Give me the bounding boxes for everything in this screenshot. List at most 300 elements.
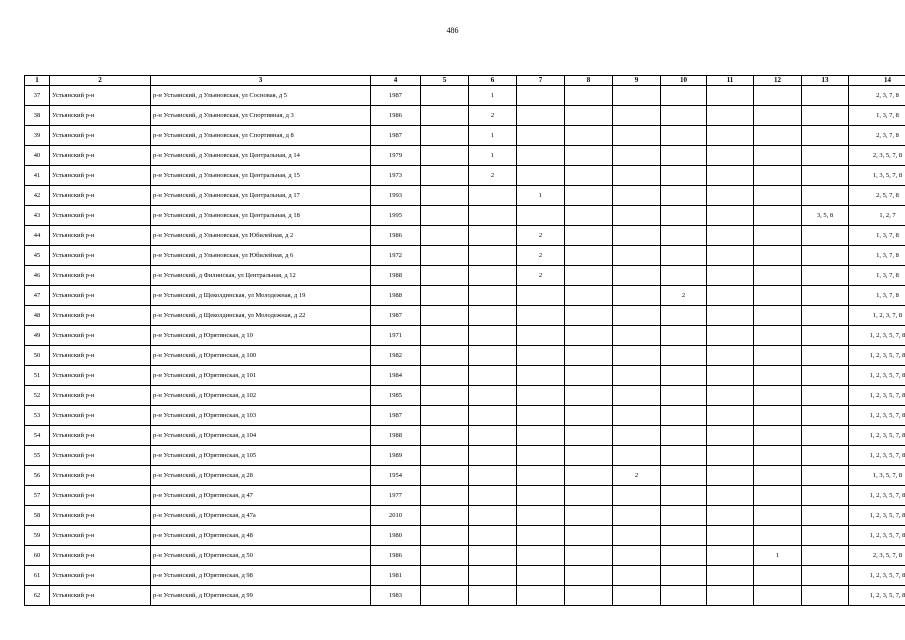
table-cell-col-4: 1954: [371, 466, 421, 486]
table-cell-col-13: [802, 586, 849, 606]
table-cell-col-5: [421, 306, 469, 326]
table-cell-col-11: [707, 166, 754, 186]
table-cell-col-4: 1982: [371, 346, 421, 366]
table-row: [25, 386, 905, 406]
table-cell-col-8: [565, 546, 613, 566]
table-row: [25, 366, 905, 386]
table-cell-col-13: [802, 326, 849, 346]
column-header-14: 14: [849, 76, 905, 86]
table-cell-col-7: 2: [517, 266, 565, 286]
table-cell-col-5: [421, 546, 469, 566]
table-cell-col-4: 1973: [371, 166, 421, 186]
table-cell-col-10: [661, 326, 707, 346]
table-cell-col-1: 59: [25, 526, 50, 546]
table-cell-col-14: 1, 2, 3, 5, 7, 8: [849, 326, 905, 346]
table-row: [25, 406, 905, 426]
table-cell-col-13: [802, 466, 849, 486]
table-cell-col-9: [613, 206, 661, 226]
table-cell-col-14: 1, 2, 3, 5, 7, 8: [849, 366, 905, 386]
table-cell-col-1: 39: [25, 126, 50, 146]
table-cell-col-11: [707, 286, 754, 306]
table-cell-col-14: 2, 3, 7, 8: [849, 126, 905, 146]
table-cell-col-8: [565, 246, 613, 266]
table-row: [25, 286, 905, 306]
table-cell-col-5: [421, 466, 469, 486]
table-row: [25, 486, 905, 506]
table-cell-col-5: [421, 266, 469, 286]
header-row: [25, 76, 905, 86]
table-cell-col-2: Устьянский р-н: [50, 546, 151, 566]
table-cell-col-11: [707, 246, 754, 266]
table-cell-col-11: [707, 446, 754, 466]
table-cell-col-2: Устьянский р-н: [50, 406, 151, 426]
table-cell-col-9: [613, 266, 661, 286]
table-cell-col-14: 1, 2, 3, 5, 7, 8: [849, 586, 905, 606]
table-cell-col-13: [802, 526, 849, 546]
table-cell-col-3: р-н Устьянский, д Щеколдинская, ул Молодежная, д 19: [151, 286, 371, 306]
table-cell-col-2: Устьянский р-н: [50, 166, 151, 186]
table-cell-col-6: [469, 486, 517, 506]
table-cell-col-9: [613, 286, 661, 306]
table-cell-col-5: [421, 166, 469, 186]
table-cell-col-12: [754, 266, 802, 286]
table-cell-col-14: 1, 2, 3, 5, 7, 8: [849, 406, 905, 426]
table-cell-col-13: [802, 86, 849, 106]
table-cell-col-2: Устьянский р-н: [50, 106, 151, 126]
table-cell-col-10: [661, 366, 707, 386]
table-cell-col-5: [421, 386, 469, 406]
table-cell-col-6: 2: [469, 166, 517, 186]
table-cell-col-5: [421, 126, 469, 146]
table-cell-col-10: [661, 146, 707, 166]
table-cell-col-13: [802, 226, 849, 246]
table-cell-col-9: [613, 86, 661, 106]
table-cell-col-10: [661, 426, 707, 446]
table-cell-col-10: [661, 186, 707, 206]
table-cell-col-10: [661, 546, 707, 566]
table-cell-col-11: [707, 346, 754, 366]
table-cell-col-1: 60: [25, 546, 50, 566]
table-cell-col-12: [754, 126, 802, 146]
table-cell-col-9: [613, 126, 661, 146]
table-cell-col-8: [565, 446, 613, 466]
table-cell-col-3: р-н Устьянский, д Ульяновская, ул Сосновая, д 5: [151, 86, 371, 106]
table-row: [25, 546, 905, 566]
table-cell-col-3: р-н Устьянский, д Ульяновская, ул Центральная, д 17: [151, 186, 371, 206]
table-cell-col-13: [802, 106, 849, 126]
table-cell-col-12: [754, 186, 802, 206]
table-cell-col-4: 1988: [371, 426, 421, 446]
table-cell-col-9: [613, 346, 661, 366]
table-cell-col-3: р-н Устьянский, д Юрятинская, д 99: [151, 586, 371, 606]
table-row: [25, 106, 905, 126]
table-cell-col-14: 2, 5, 7, 8: [849, 186, 905, 206]
table-cell-col-4: 1987: [371, 406, 421, 426]
table-cell-col-1: 53: [25, 406, 50, 426]
table-cell-col-7: [517, 366, 565, 386]
table-cell-col-6: 1: [469, 126, 517, 146]
table-cell-col-2: Устьянский р-н: [50, 186, 151, 206]
table-cell-col-1: 58: [25, 506, 50, 526]
table-row: [25, 586, 905, 606]
table-cell-col-12: [754, 306, 802, 326]
table-cell-col-10: [661, 586, 707, 606]
table-cell-col-6: [469, 406, 517, 426]
table-cell-col-9: [613, 226, 661, 246]
table-cell-col-6: [469, 306, 517, 326]
table-cell-col-8: [565, 106, 613, 126]
table-cell-col-13: 3, 5, 8: [802, 206, 849, 226]
table-cell-col-10: 2: [661, 286, 707, 306]
table-cell-col-2: Устьянский р-н: [50, 86, 151, 106]
table-cell-col-3: р-н Устьянский, д Юрятинская, д 105: [151, 446, 371, 466]
table-cell-col-13: [802, 166, 849, 186]
table-cell-col-1: 40: [25, 146, 50, 166]
table-cell-col-2: Устьянский р-н: [50, 426, 151, 446]
table-cell-col-11: [707, 466, 754, 486]
table-cell-col-12: [754, 446, 802, 466]
table-cell-col-12: [754, 586, 802, 606]
table-row: [25, 306, 905, 326]
table-cell-col-12: [754, 166, 802, 186]
table-cell-col-13: [802, 126, 849, 146]
table-cell-col-8: [565, 526, 613, 546]
table-cell-col-8: [565, 146, 613, 166]
table-cell-col-6: [469, 386, 517, 406]
table-row: [25, 126, 905, 146]
table-cell-col-6: 1: [469, 86, 517, 106]
table-cell-col-3: р-н Устьянский, д Ульяновская, ул Центральная, д 14: [151, 146, 371, 166]
table-cell-col-2: Устьянский р-н: [50, 286, 151, 306]
table-cell-col-12: [754, 386, 802, 406]
table-cell-col-10: [661, 386, 707, 406]
table-cell-col-7: [517, 306, 565, 326]
table-cell-col-2: Устьянский р-н: [50, 566, 151, 586]
table-cell-col-1: 44: [25, 226, 50, 246]
table-cell-col-1: 46: [25, 266, 50, 286]
table-cell-col-9: [613, 586, 661, 606]
table-cell-col-5: [421, 326, 469, 346]
table-cell-col-7: [517, 526, 565, 546]
table-cell-col-2: Устьянский р-н: [50, 506, 151, 526]
table-cell-col-7: [517, 506, 565, 526]
table-cell-col-5: [421, 186, 469, 206]
table-cell-col-9: [613, 106, 661, 126]
table-cell-col-2: Устьянский р-н: [50, 526, 151, 546]
table-cell-col-4: 1986: [371, 546, 421, 566]
table-cell-col-8: [565, 286, 613, 306]
table-cell-col-1: 38: [25, 106, 50, 126]
table-cell-col-7: [517, 206, 565, 226]
table-cell-col-5: [421, 286, 469, 306]
table-row: [25, 146, 905, 166]
table-cell-col-8: [565, 306, 613, 326]
table-cell-col-7: [517, 486, 565, 506]
table-cell-col-12: [754, 286, 802, 306]
table-cell-col-5: [421, 106, 469, 126]
table-cell-col-13: [802, 426, 849, 446]
table-cell-col-5: [421, 346, 469, 366]
table-cell-col-14: 2, 3, 5, 7, 8: [849, 546, 905, 566]
table-cell-col-11: [707, 306, 754, 326]
table-cell-col-2: Устьянский р-н: [50, 386, 151, 406]
table-cell-col-3: р-н Устьянский, д Юрятинская, д 28: [151, 466, 371, 486]
table-cell-col-12: [754, 426, 802, 446]
table-cell-col-11: [707, 406, 754, 426]
table-cell-col-9: [613, 166, 661, 186]
table-cell-col-14: 1, 2, 3, 5, 7, 8: [849, 566, 905, 586]
table-cell-col-4: 1971: [371, 326, 421, 346]
table-cell-col-12: [754, 366, 802, 386]
table-cell-col-1: 52: [25, 386, 50, 406]
table-cell-col-14: 1, 3, 7, 8: [849, 246, 905, 266]
table-cell-col-7: 2: [517, 226, 565, 246]
table-cell-col-14: 1, 2, 3, 5, 7, 8: [849, 506, 905, 526]
table-cell-col-14: 1, 2, 3, 5, 7, 8: [849, 486, 905, 506]
table-cell-col-14: 2, 3, 7, 8: [849, 86, 905, 106]
table-cell-col-6: [469, 326, 517, 346]
table-cell-col-3: р-н Устьянский, д Юрятинская, д 10: [151, 326, 371, 346]
table-cell-col-5: [421, 566, 469, 586]
table-cell-col-10: [661, 506, 707, 526]
table-cell-col-12: 1: [754, 546, 802, 566]
table-cell-col-10: [661, 166, 707, 186]
table-cell-col-4: 1989: [371, 446, 421, 466]
table-row: [25, 466, 905, 486]
table-cell-col-1: 49: [25, 326, 50, 346]
table-cell-col-1: 47: [25, 286, 50, 306]
table-cell-col-12: [754, 146, 802, 166]
table-cell-col-6: [469, 366, 517, 386]
table-cell-col-11: [707, 426, 754, 446]
column-header-12: 12: [754, 76, 802, 86]
table-cell-col-6: [469, 206, 517, 226]
table-cell-col-7: [517, 586, 565, 606]
table-cell-col-9: [613, 486, 661, 506]
table-cell-col-1: 54: [25, 426, 50, 446]
table-cell-col-9: [613, 546, 661, 566]
table-cell-col-7: [517, 326, 565, 346]
table-cell-col-1: 57: [25, 486, 50, 506]
table-cell-col-5: [421, 526, 469, 546]
table-cell-col-8: [565, 366, 613, 386]
table-cell-col-9: [613, 426, 661, 446]
table-cell-col-13: [802, 546, 849, 566]
table-cell-col-3: р-н Устьянский, д Юрятинская, д 47: [151, 486, 371, 506]
table-cell-col-6: [469, 506, 517, 526]
table-cell-col-11: [707, 326, 754, 346]
table-cell-col-13: [802, 306, 849, 326]
table-cell-col-4: 1987: [371, 306, 421, 326]
table-cell-col-4: 1981: [371, 566, 421, 586]
table-row: [25, 506, 905, 526]
table-cell-col-8: [565, 566, 613, 586]
table-cell-col-6: [469, 266, 517, 286]
table-cell-col-7: [517, 546, 565, 566]
table-cell-col-2: Устьянский р-н: [50, 246, 151, 266]
table-row: [25, 566, 905, 586]
table-cell-col-4: 1995: [371, 206, 421, 226]
table-cell-col-11: [707, 546, 754, 566]
table-cell-col-3: р-н Устьянский, д Филинская, ул Центральная, д 12: [151, 266, 371, 286]
table-cell-col-13: [802, 446, 849, 466]
table-cell-col-5: [421, 426, 469, 446]
table-cell-col-8: [565, 406, 613, 426]
table-cell-col-9: [613, 146, 661, 166]
table-cell-col-12: [754, 406, 802, 426]
table-cell-col-2: Устьянский р-н: [50, 206, 151, 226]
page-number: 486: [446, 26, 459, 35]
column-header-13: 13: [802, 76, 849, 86]
table-cell-col-3: р-н Устьянский, д Юрятинская, д 102: [151, 386, 371, 406]
table-cell-col-3: р-н Устьянский, д Юрятинская, д 103: [151, 406, 371, 426]
table-cell-col-8: [565, 426, 613, 446]
table-cell-col-4: 1980: [371, 526, 421, 546]
table-cell-col-2: Устьянский р-н: [50, 446, 151, 466]
table-cell-col-6: [469, 246, 517, 266]
table-row: [25, 86, 905, 106]
column-header-10: 10: [661, 76, 707, 86]
table-cell-col-4: 1987: [371, 126, 421, 146]
table-cell-col-10: [661, 526, 707, 546]
table-cell-col-4: 1977: [371, 486, 421, 506]
column-header-1: 1: [25, 76, 50, 86]
table-cell-col-9: [613, 326, 661, 346]
table-cell-col-1: 45: [25, 246, 50, 266]
table-row: [25, 446, 905, 466]
table-cell-col-12: [754, 86, 802, 106]
table-cell-col-7: [517, 286, 565, 306]
table-cell-col-14: 1, 3, 7, 8: [849, 266, 905, 286]
table-cell-col-8: [565, 586, 613, 606]
table-cell-col-10: [661, 466, 707, 486]
table-cell-col-8: [565, 326, 613, 346]
table-cell-col-8: [565, 126, 613, 146]
table-cell-col-7: [517, 166, 565, 186]
table-cell-col-9: [613, 386, 661, 406]
table-cell-col-8: [565, 186, 613, 206]
table-cell-col-5: [421, 486, 469, 506]
table-cell-col-1: 56: [25, 466, 50, 486]
table-cell-col-3: р-н Устьянский, д Ульяновская, ул Спортивная, д 3: [151, 106, 371, 126]
table-cell-col-13: [802, 486, 849, 506]
table-cell-col-9: [613, 306, 661, 326]
table-cell-col-13: [802, 506, 849, 526]
table-cell-col-3: р-н Устьянский, д Ульяновская, ул Центральная, д 18: [151, 206, 371, 226]
table-cell-col-5: [421, 246, 469, 266]
table-cell-col-4: 1986: [371, 226, 421, 246]
table-cell-col-11: [707, 506, 754, 526]
table-cell-col-11: [707, 366, 754, 386]
table-cell-col-5: [421, 226, 469, 246]
data-table: [24, 75, 905, 606]
table-cell-col-5: [421, 206, 469, 226]
table-cell-col-13: [802, 286, 849, 306]
table-cell-col-4: 1988: [371, 266, 421, 286]
table-cell-col-14: 1, 3, 5, 7, 8: [849, 166, 905, 186]
table-cell-col-7: [517, 346, 565, 366]
table-cell-col-1: 51: [25, 366, 50, 386]
table-cell-col-14: 1, 3, 7, 8: [849, 226, 905, 246]
table-cell-col-3: р-н Устьянский, д Ульяновская, ул Центральная, д 15: [151, 166, 371, 186]
table-cell-col-3: р-н Устьянский, д Ульяновская, ул Юбилейная, д 2: [151, 226, 371, 246]
table-cell-col-14: 1, 2, 3, 5, 7, 8: [849, 346, 905, 366]
table-cell-col-14: 1, 2, 7: [849, 206, 905, 226]
table-cell-col-6: [469, 186, 517, 206]
table-cell-col-3: р-н Устьянский, д Юрятинская, д 101: [151, 366, 371, 386]
table-cell-col-8: [565, 466, 613, 486]
table-cell-col-14: 1, 2, 3, 5, 7, 8: [849, 446, 905, 466]
table-cell-col-11: [707, 386, 754, 406]
table-cell-col-14: 1, 2, 3, 7, 8: [849, 306, 905, 326]
table-cell-col-2: Устьянский р-н: [50, 226, 151, 246]
table-cell-col-3: р-н Устьянский, д Юрятинская, д 104: [151, 426, 371, 446]
table-cell-col-1: 37: [25, 86, 50, 106]
table-cell-col-7: [517, 566, 565, 586]
table-cell-col-11: [707, 146, 754, 166]
table-cell-col-1: 41: [25, 166, 50, 186]
table-body: [25, 86, 905, 606]
table-cell-col-10: [661, 406, 707, 426]
table-cell-col-8: [565, 346, 613, 366]
table-cell-col-4: 1972: [371, 246, 421, 266]
table-cell-col-10: [661, 126, 707, 146]
table-cell-col-8: [565, 386, 613, 406]
table-cell-col-1: 43: [25, 206, 50, 226]
table-cell-col-5: [421, 446, 469, 466]
table-cell-col-10: [661, 106, 707, 126]
table-cell-col-10: [661, 266, 707, 286]
table-cell-col-7: 1: [517, 186, 565, 206]
table-cell-col-14: 1, 3, 7, 8: [849, 286, 905, 306]
table-cell-col-1: 61: [25, 566, 50, 586]
table-cell-col-11: [707, 106, 754, 126]
table-cell-col-9: 2: [613, 466, 661, 486]
table-cell-col-13: [802, 266, 849, 286]
table-cell-col-11: [707, 486, 754, 506]
column-header-8: 8: [565, 76, 613, 86]
table-cell-col-6: [469, 446, 517, 466]
table-cell-col-2: Устьянский р-н: [50, 306, 151, 326]
table-cell-col-6: [469, 226, 517, 246]
table-cell-col-2: Устьянский р-н: [50, 366, 151, 386]
table-cell-col-10: [661, 346, 707, 366]
table-cell-col-8: [565, 506, 613, 526]
table-cell-col-1: 48: [25, 306, 50, 326]
table-cell-col-4: 1985: [371, 386, 421, 406]
table-cell-col-11: [707, 226, 754, 246]
table-cell-col-3: р-н Устьянский, д Юрятинская, д 98: [151, 566, 371, 586]
table-cell-col-7: [517, 406, 565, 426]
table-cell-col-13: [802, 346, 849, 366]
table-cell-col-10: [661, 86, 707, 106]
table-row: [25, 326, 905, 346]
table-row: [25, 266, 905, 286]
table-cell-col-5: [421, 506, 469, 526]
table-cell-col-2: Устьянский р-н: [50, 266, 151, 286]
table-cell-col-12: [754, 206, 802, 226]
table-cell-col-12: [754, 246, 802, 266]
table-cell-col-5: [421, 366, 469, 386]
table-cell-col-6: [469, 466, 517, 486]
table-cell-col-1: 50: [25, 346, 50, 366]
table-cell-col-12: [754, 466, 802, 486]
column-header-9: 9: [613, 76, 661, 86]
table-cell-col-2: Устьянский р-н: [50, 126, 151, 146]
table-cell-col-11: [707, 126, 754, 146]
table-cell-col-5: [421, 406, 469, 426]
table-cell-col-13: [802, 386, 849, 406]
